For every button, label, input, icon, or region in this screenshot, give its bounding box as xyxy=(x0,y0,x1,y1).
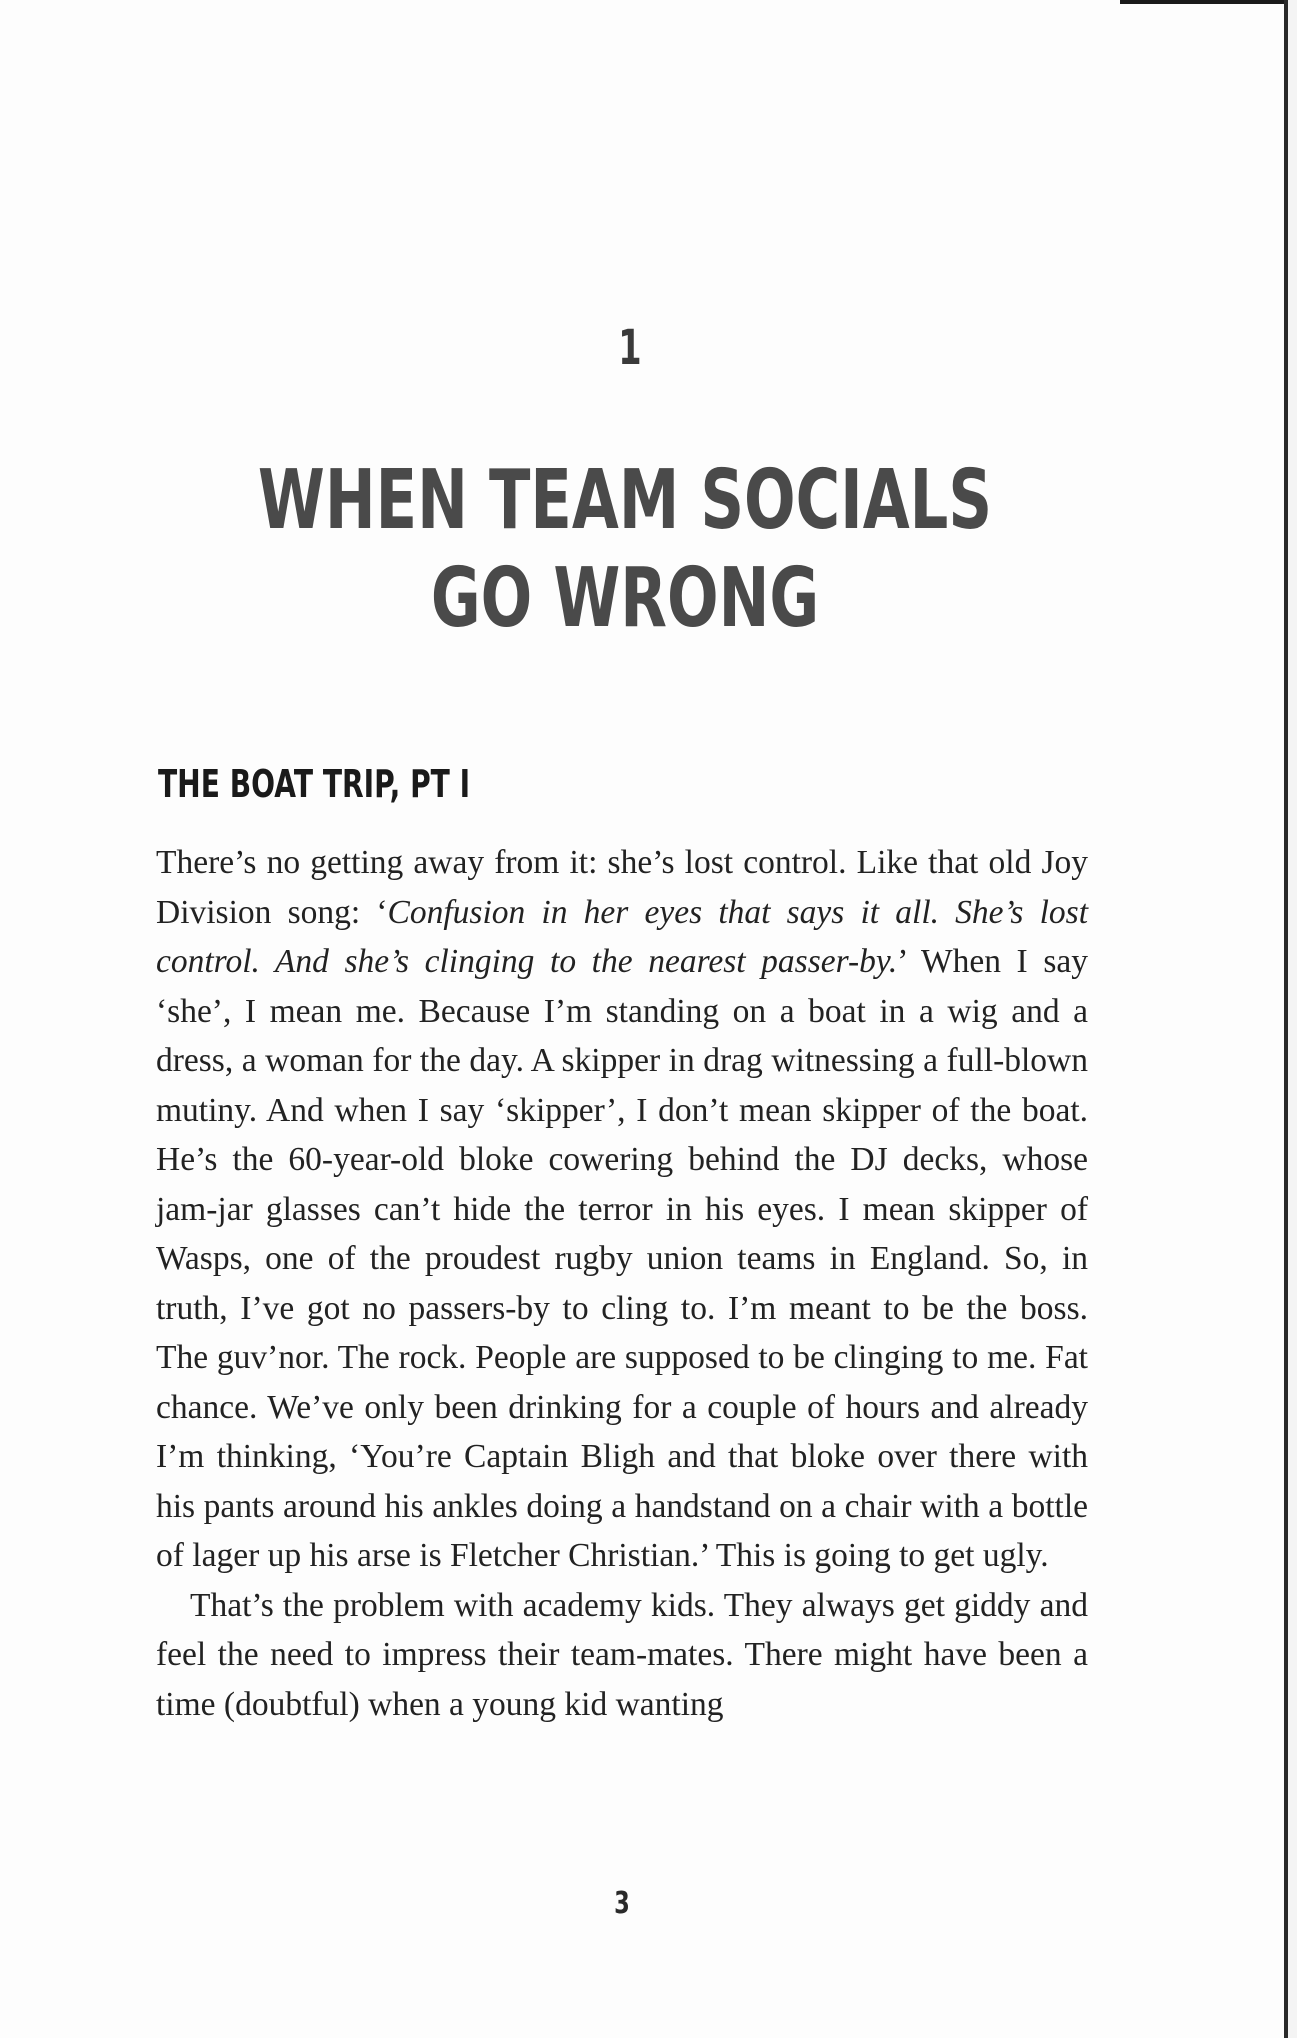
paragraph-1-text-a: There’s no getting away from it: she’s lost control. Like that old Joy Division song: ‘ xyxy=(156,844,1088,931)
paragraph-1-text-b: ’ When I say ‘she’, I mean me. Because I’m standing on a boat in a wig and a dress, a woman for the day. A skipper in drag witnessing a full-blown mutiny. And when I say ‘skipper’, I don’t mean skipper of the boat. He’s the 60-year-old bloke cowering behind the DJ decks, whose jam-jar glasses can’t hide the terror in his eyes. I mean skipper of Wasps, one of the proudest rugby union teams in England. So, in truth, I’ve got no passers-by to cling to. I’m meant to be the boss. The guv’nor. The rock. People are supposed to be clinging to me. Fat chance. We’ve only been drinking for a couple of hours and already I’m thinking, ‘You’re Captain Bligh and that bloke over there with his pants around his ankles doing a handstand on a chair with a bottle of lager up his arse is Fletcher Christian.’ This is going to get ugly. xyxy=(156,943,1088,1574)
chapter-title-line-1: WHEN TEAM SOCIALS xyxy=(257,453,993,548)
chapter-title xyxy=(163,452,1088,648)
page-number: 3 xyxy=(614,1886,630,1921)
paragraph-2: That’s the problem with academy kids. They always get giddy and feel the need to impress their team-mates. There might have been a time (doubtful) when a young kid wanting xyxy=(156,1586,1088,1723)
section-heading: THE BOAT TRIP, PT I xyxy=(158,762,471,806)
chapter-title-line-2: GO WRONG xyxy=(430,551,820,646)
body-text xyxy=(156,838,1088,1729)
page-edge-shadow xyxy=(1288,0,1297,2038)
page-edge-top xyxy=(1120,0,1297,4)
chapter-number: 1 xyxy=(618,320,642,376)
paragraph-1 xyxy=(156,838,1088,1581)
paragraph-1-quote: Confusion in her eyes that says it all. She’s lost control. And she’s clinging to the nearest passer-by. xyxy=(156,893,1088,980)
